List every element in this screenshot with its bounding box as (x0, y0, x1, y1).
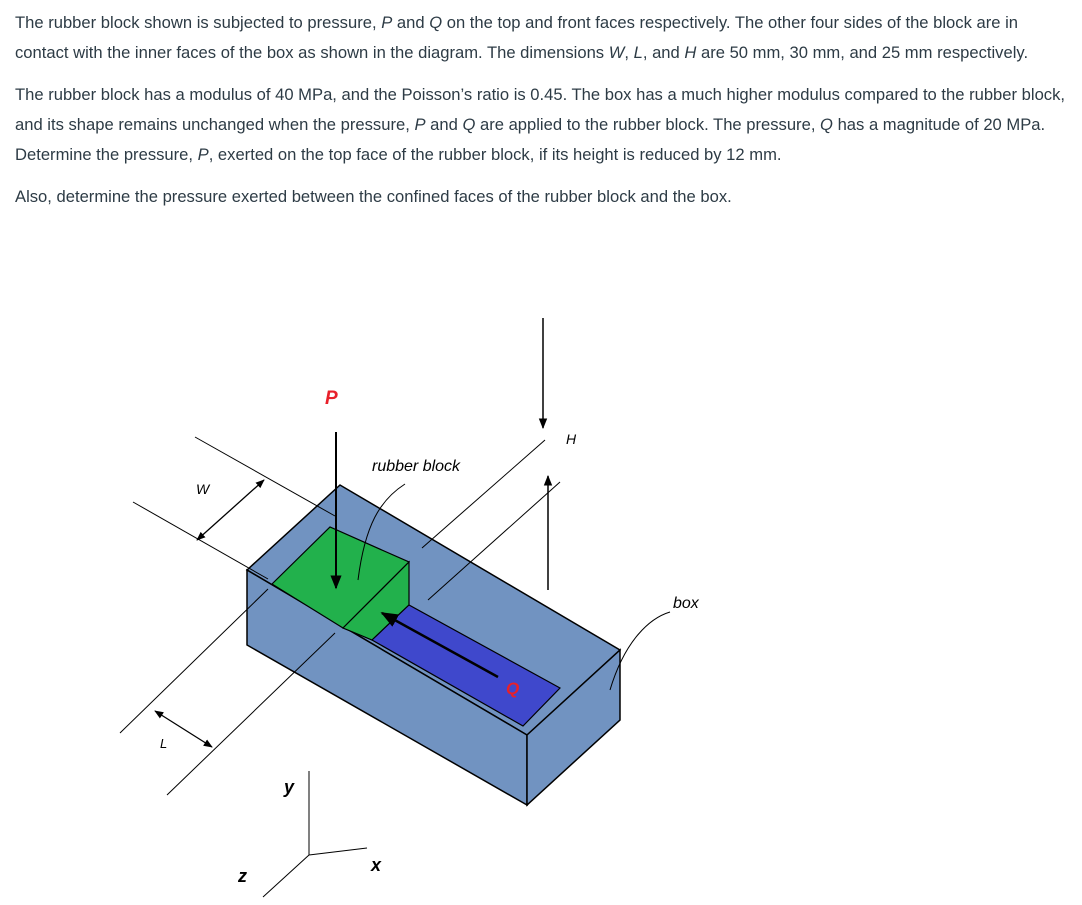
box-label: box (673, 595, 699, 612)
Q-label: Q (506, 679, 520, 698)
coordinate-axes (263, 771, 367, 897)
question-paragraph-1: The rubber block shown is subjected to pressure, P and Q on the top and front faces respectively. The other four sides of the block are in contact with the inner faces of the box as shown in the diagram. The dimensions W, L, and H are 50 mm, 30 mm, and 25 mm respectively. (15, 13, 1029, 62)
question-paragraph-2: The rubber block has a modulus of 40 MPa, and the Poisson’s ratio is 0.45. The box has a much higher modulus compared to the rubber block, and its shape remains unchanged when the pressure, P and Q are applied to the rubber block. The pressure, Q has a magnitude of 20 MPa. Determine the pressure, P, exerted on the top face of the rubber block, if its height is reduced by 12 mm. (15, 85, 1066, 164)
axis-z-label: z (238, 866, 247, 886)
axis-y-label: y (284, 777, 295, 797)
H-label: H (566, 431, 577, 447)
L-label: L (160, 736, 168, 751)
P-label: P (325, 388, 338, 409)
rubber-block-label: rubber block (372, 458, 461, 475)
axis-x-label: x (371, 855, 382, 875)
W-label: W (196, 481, 210, 497)
question-paragraph-3: Also, determine the pressure exerted between the confined faces of the rubber block and the box. (15, 187, 732, 206)
